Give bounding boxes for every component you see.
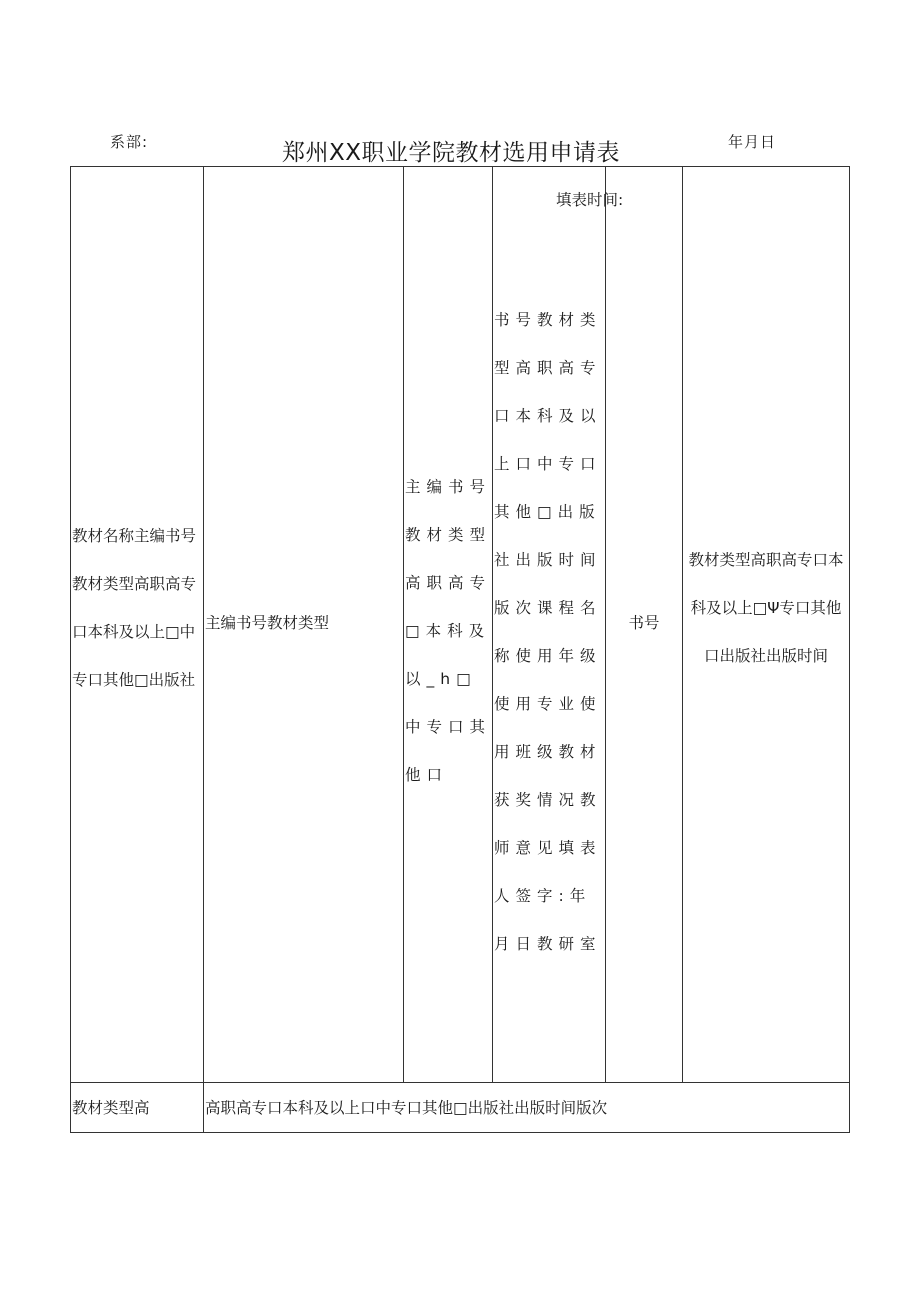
table-top-border (70, 166, 850, 167)
cell-r1c2: 主编书号教材类型 (205, 614, 330, 632)
column-divider (403, 166, 404, 1082)
form-title: 郑州XX职业学院教材选用申请表 (282, 140, 621, 166)
fill-time-label: 填表时间: (556, 191, 624, 209)
row-divider (70, 1082, 850, 1083)
table-bottom-border (70, 1132, 850, 1133)
date-label: 年月日 (728, 133, 777, 151)
cell-r1c5: 书号 (628, 614, 660, 632)
cell-r2c2: 高职高专口本科及以上口中专口其他□出版社出版时间版次 (205, 1099, 608, 1117)
department-label: 系部: (110, 133, 149, 151)
table-left-border (70, 166, 71, 1132)
table-right-border (849, 166, 850, 1132)
cell-r1c4: 书号教材类型高职高专口本科及以上口中专口其他□出版社出版时间版次课程名称使用年级使用专业使用班级教材获奖情况教师意见填表人签字:年月日教研室 (494, 311, 602, 953)
column-divider (682, 166, 683, 1082)
cell-r2c1: 教材类型高 (72, 1099, 150, 1117)
cell-r1c1: 教材名称主编书号教材类型高职高专口本科及以上□中专口其他□出版社 (72, 527, 197, 689)
cell-r1c6: 教材类型高职高专口本科及以上□Ψ专口其他口出版社出版时间 (688, 551, 844, 665)
cell-r1c3: 主编书号教材类型高职高专□本科及以_h□中专口其他口 (405, 478, 492, 784)
